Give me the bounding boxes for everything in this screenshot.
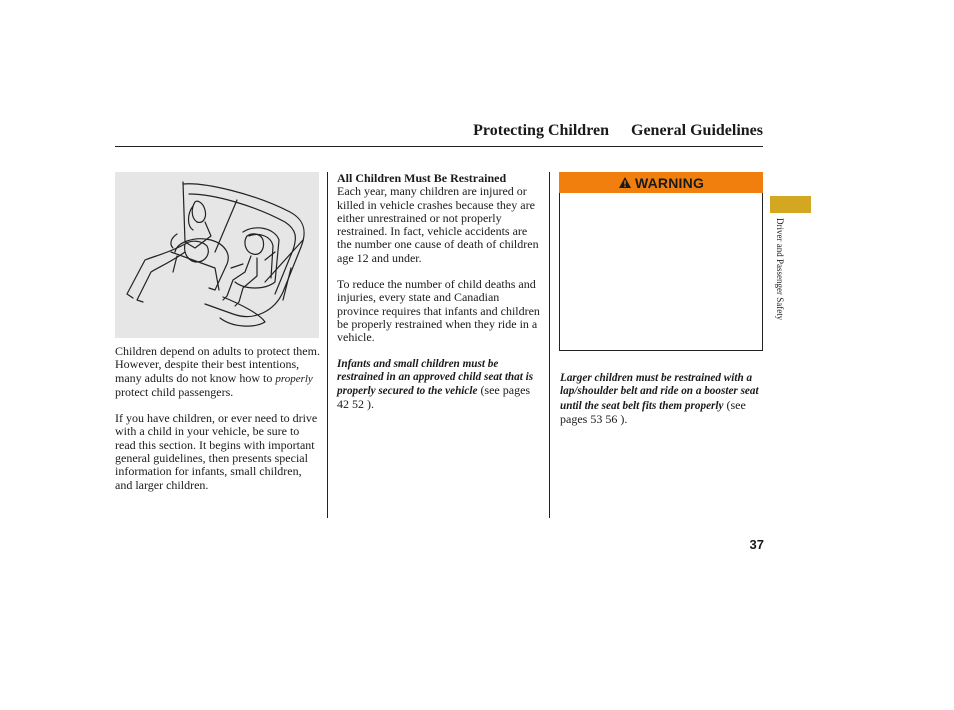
intro-text-a: Children depend on adults to protect them. However, despite their best intentions, many adults do not know how to	[115, 344, 320, 385]
section-paragraph: If you have children, or ever need to drive with a child in your vehicle, be sure to read this section. It begins with important general guidelines, then presents special information for infants, small children, and larger children.	[115, 411, 318, 492]
warning-box	[559, 193, 763, 351]
intro-paragraph	[115, 345, 320, 399]
intro-text-b: protect child passengers.	[115, 384, 234, 399]
infant-note-bold: Infants and small children must be restrained in an approved child seat that is properly secured to the vehicle	[337, 357, 534, 398]
warning-triangle-icon	[618, 176, 632, 189]
column-divider-1	[327, 172, 328, 518]
infant-note	[337, 358, 543, 413]
law-paragraph: To reduce the number of child deaths and injuries, every state and Canadian province requires that infants and children be properly restrained when they ride in a vehicle.	[337, 277, 540, 345]
child-seat-illustration	[115, 172, 319, 338]
column-1-text	[115, 345, 320, 492]
warning-label: WARNING	[634, 174, 705, 191]
page-header	[115, 118, 763, 147]
column-2-text	[337, 172, 543, 413]
warning-bar	[559, 172, 763, 193]
infant-note-ref: (see pages 42 52 ).	[337, 383, 531, 412]
section-tab-label: Driver and Passenger Safety	[775, 218, 785, 321]
subsection-title: General Guidelines	[631, 122, 763, 139]
restraint-heading: All Children Must Be Restrained	[337, 171, 507, 185]
page-number: 37	[749, 537, 764, 552]
section-title: Protecting Children	[473, 122, 609, 139]
header-title	[473, 122, 763, 140]
intro-emphasis: properly	[275, 372, 313, 385]
column-divider-2	[549, 172, 550, 518]
larger-note-bold: Larger children must be restrained with a lap/shoulder belt and ride on a booster seat until the seat belt fits them properly	[560, 372, 759, 412]
section-tab	[770, 196, 811, 213]
larger-children-note	[560, 372, 764, 427]
crash-paragraph: Each year, many children are injured or killed in vehicle crashes because they are either unrestrained or not properly restrained. In fact, vehicle accidents are the number one cause of death of children age 12 and under.	[337, 184, 539, 265]
larger-note-ref: (see pages 53 56 ).	[560, 397, 746, 426]
